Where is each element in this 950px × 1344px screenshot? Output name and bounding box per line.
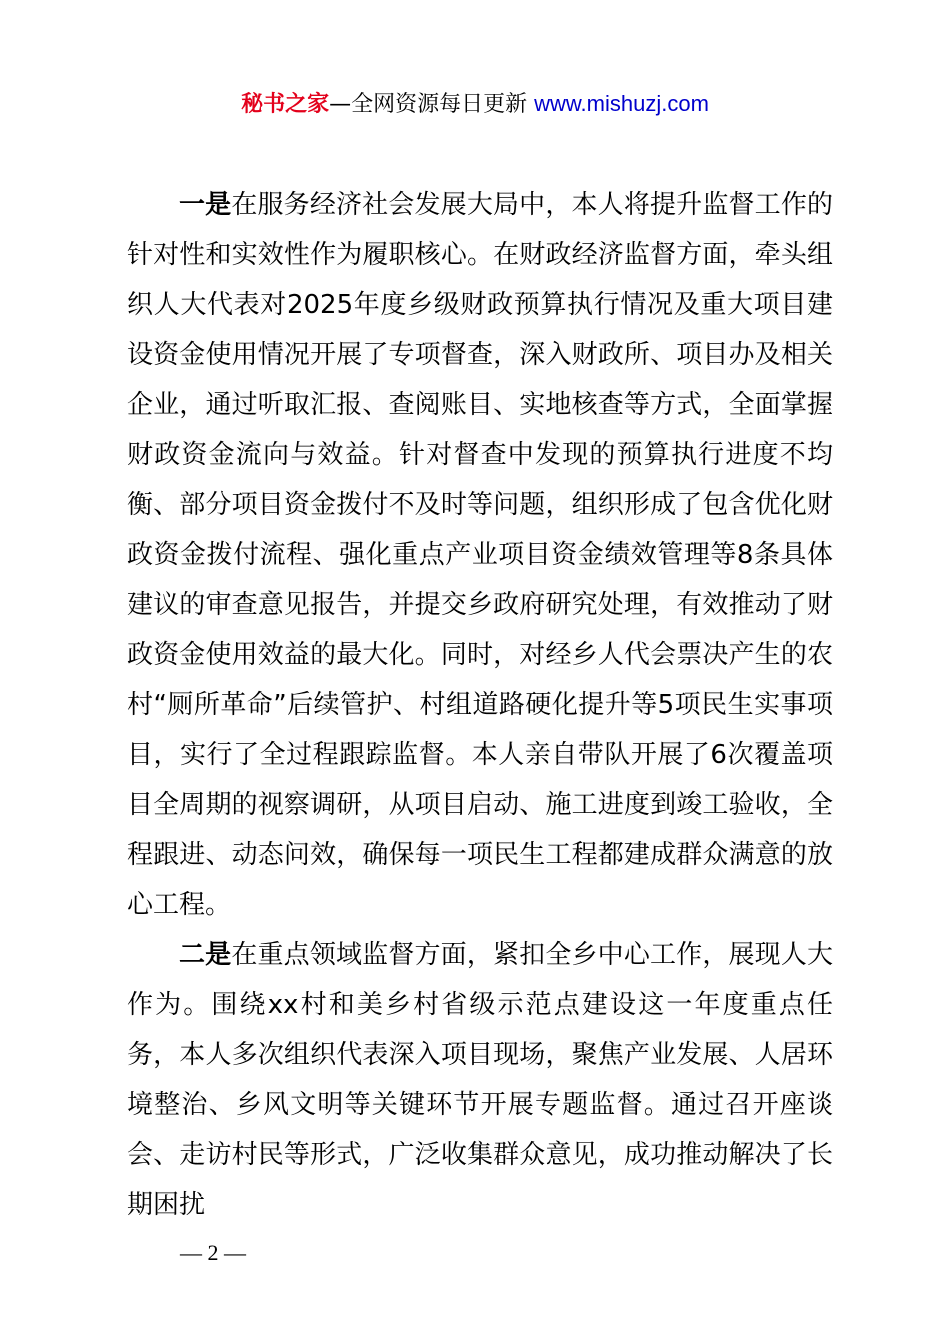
paragraph-2-text: 在重点领域监督方面，紧扣全乡中心工作，展现人大作为。围绕xx村和美乡村省级示范点建设这一年度重点任务，本人多次组织代表深入项目现场，聚焦产业发展、人居环境整治、乡风文明等关键环节开展专题监督。通过召开座谈会、走访村民等形式，广泛收集群众意见，成功推动解决了长期困扰 [127,940,833,1220]
header-tagline: —全网资源每日更新 [329,92,535,117]
site-url-link[interactable]: www.mishuzj.com [534,91,709,116]
page-number: — 2 — [180,1240,246,1265]
paragraph-1-lead: 一是 [179,190,232,220]
document-body [127,180,833,1230]
site-header [0,88,950,121]
paragraph-1 [127,180,833,930]
brand-name: 秘书之家 [241,92,330,117]
paragraph-2 [127,930,833,1230]
paragraph-1-text: 在服务经济社会发展大局中，本人将提升监督工作的针对性和实效性作为履职核心。在财政经济监督方面，牵头组织人大代表对2025年度乡级财政预算执行情况及重大项目建设资金使用情况开展了专项督查，深入财政所、项目办及相关企业，通过听取汇报、查阅账目、实地核查等方式，全面掌握财政资金流向与效益。针对督查中发现的预算执行进度不均衡、部分项目资金拨付不及时等问题，组织形成了包含优化财政资金拨付流程、强化重点产业项目资金绩效管理等8条具体建议的审查意见报告，并提交乡政府研究处理，有效推动了财政资金使用效益的最大化。同时，对经乡人代会票决产生的农村“厕所革命”后续管护、村组道路硬化提升等5项民生实事项目，实行了全过程跟踪监督。本人亲自带队开展了6次覆盖项目全周期的视察调研，从项目启动、施工进度到竣工验收，全程跟进、动态问效，确保每一项民生工程都建成群众满意的放心工程。 [127,190,833,920]
paragraph-2-lead: 二是 [179,940,232,970]
